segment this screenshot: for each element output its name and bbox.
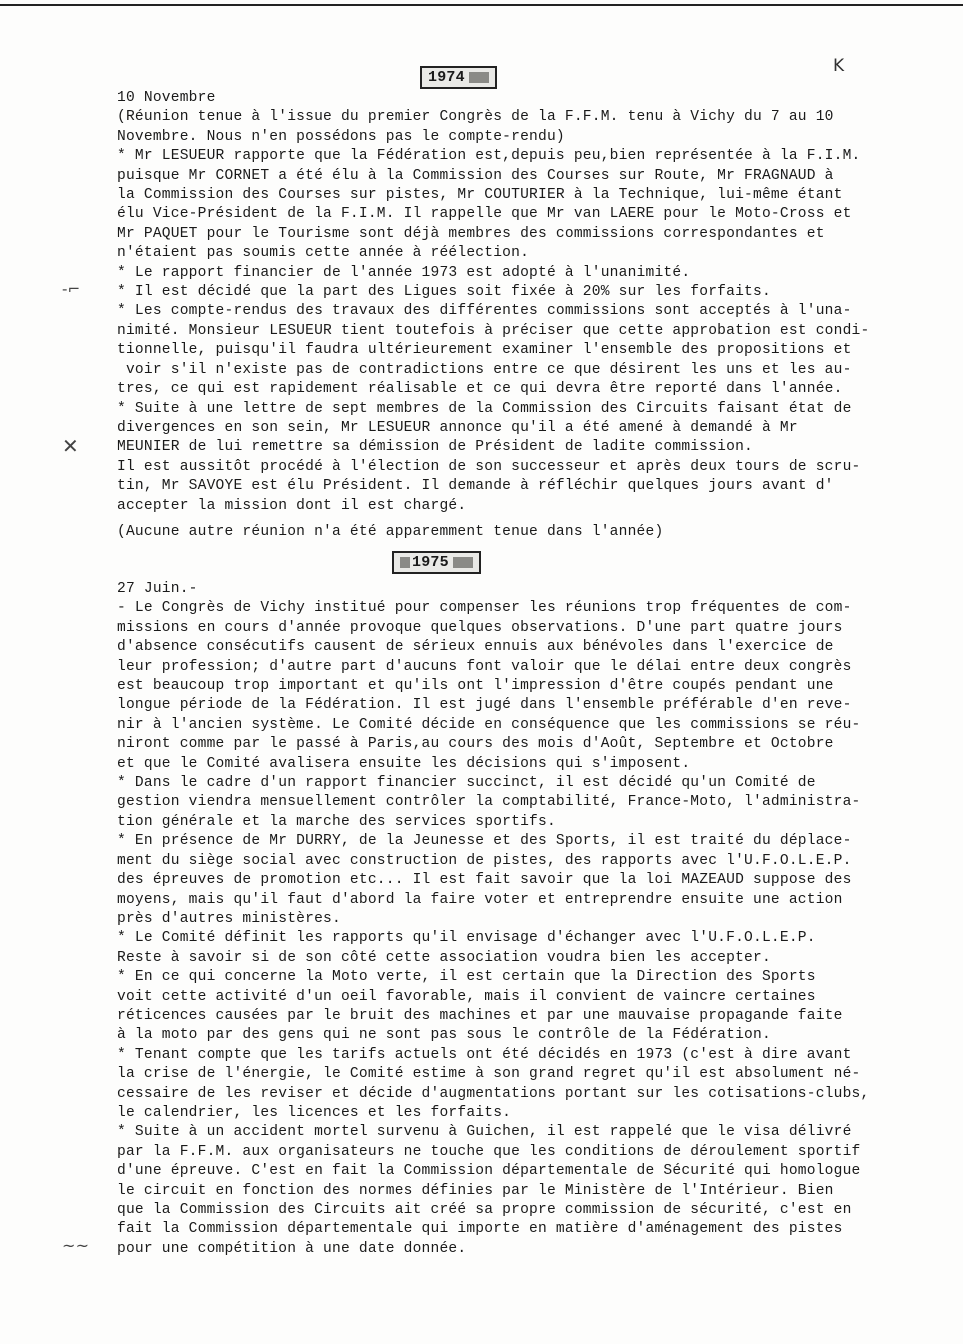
text-line: tin, Mr SAVOYE est élu Président. Il demande à réfléchir quelques jours avant d' <box>117 478 834 495</box>
section-1974-text <box>117 89 927 516</box>
text-line: niront comme par le passé à Paris,au cours des mois d'Août, Septembre et Octobre <box>117 736 834 753</box>
text-line: fait la Commission départementale qui importe en matière d'aménagement des pistes <box>117 1221 843 1238</box>
text-line: la Commission des Courses sur pistes, Mr COUTURIER à la Technique, lui-même étant <box>117 187 843 204</box>
text-line: * Suite à une lettre de sept membres de la Commission des Circuits faisant état de <box>117 400 852 417</box>
text-line: * Le rapport financier de l'année 1973 est adopté à l'unanimité. <box>117 264 691 281</box>
text-line: Reste à savoir si de son côté cette association voudra bien les accepter. <box>117 949 771 966</box>
text-line: * Suite à un accident mortel survenu à Guichen, il est rappelé que le visa délivré <box>117 1124 852 1141</box>
text-line: * Dans le cadre d'un rapport financier succinct, il est décidé qu'un Comité de <box>117 775 816 792</box>
text-line: près d'autres ministères. <box>117 910 341 927</box>
text-line: des épreuves de promotion etc... Il est fait savoir que la loi MAZEAUD suppose des <box>117 872 852 889</box>
text-line: (Réunion tenue à l'issue du premier Congrès de la F.F.M. tenu à Vichy du 7 au 10 <box>117 109 834 126</box>
smudge-mark <box>453 557 473 568</box>
text-line: * Il est décidé que la part des Ligues soit fixée à 20% sur les forfaits. <box>117 284 771 301</box>
text-line: tion générale et la marche des services sportifs. <box>117 813 556 830</box>
text-line: voit cette activité d'un oeil favorable, mais il convient de vaincre certaines <box>117 988 816 1005</box>
year-heading-1974 <box>420 66 497 89</box>
margin-mark-cross: ✕ <box>62 434 79 458</box>
text-line: et que le Comité avalisera ensuite les décisions qui s'imposent. <box>117 755 691 772</box>
text-line: le calendrier, les licences et les forfaits. <box>117 1104 512 1121</box>
text-line: * En présence de Mr DURRY, de la Jeunesse et des Sports, il est traité du déplace- <box>117 833 852 850</box>
text-line: moyens, mais qu'il faut d'abord la faire voter et entreprendre ensuite une action <box>117 891 843 908</box>
text-line: d'une épreuve. C'est en fait la Commission départementale de Sécurité qui homologue <box>117 1163 861 1180</box>
text-line: * Le Comité définit les rapports qu'il envisage d'échanger avec l'U.F.O.L.E.P. <box>117 930 816 947</box>
top-rule <box>0 4 963 6</box>
text-line: Il est aussitôt procédé à l'élection de son successeur et après deux tours de scru- <box>117 458 861 475</box>
text-line: divergences en son sein, Mr LESUEUR annonce qu'il a été amené à demandé à Mr <box>117 419 798 436</box>
text-line: 10 Novembre <box>117 90 216 106</box>
text-line: voir s'il n'existe pas de contradictions entre ce que désirent les uns et les au- <box>117 361 852 378</box>
text-line: Novembre. Nous n'en possédons pas le compte-rendu) <box>117 128 565 145</box>
smudge-mark <box>400 557 410 568</box>
text-line: puisque Mr CORNET a été élu à la Commission des Courses sur Route, Mr FRAGNAUD à <box>117 167 834 184</box>
text-line: accepter la mission dont il est chargé. <box>117 497 467 514</box>
text-line: ment du siège social avec construction de pistes, des rapports avec l'U.F.O.L.E.P. <box>117 852 852 869</box>
text-line: à la moto par des gens qui ne sont pas sous le contrôle de la Fédération. <box>117 1027 771 1044</box>
text-line: que la Commission des Circuits ait créé sa propre commission de sécurité, c'est en <box>117 1202 852 1218</box>
text-line: est beaucoup trop important et qu'ils ont l'impression d'être coupés pendant une <box>117 678 834 695</box>
text-line: missions en cours d'année provoque quelques observations. D'une part quatre jours <box>117 619 843 636</box>
text-line: tres, ce qui est rapidement réalisable et ce qui devra être reporté dans l'année. <box>117 381 843 398</box>
smudge-mark <box>469 72 489 83</box>
text-line: * Mr LESUEUR rapporte que la Fédération est,depuis peu,bien représentée à la F.I.M. <box>117 148 861 165</box>
text-line: * En ce qui concerne la Moto verte, il est certain que la Direction des Sports <box>117 969 816 986</box>
text-line: cessaire de les reviser et décide d'augmentations portant sur les cotisations-clubs, <box>117 1085 870 1102</box>
text-line: la crise de l'énergie, le Comité estime à son grand regret qu'il est absolument né- <box>117 1066 861 1083</box>
text-line: élu Vice-Président de la F.I.M. Il rappelle que Mr van LAERE pour le Moto-Cross et <box>117 206 852 223</box>
text-line: le circuit en fonction des normes définies par le Ministère de l'Intérieur. Bien <box>117 1182 834 1199</box>
year-1974-label: 1974 <box>428 69 465 86</box>
text-line: - Le Congrès de Vichy institué pour compenser les réunions trop fréquentes de com- <box>117 600 852 617</box>
text-line: MEUNIER de lui remettre sa démission de Président de ladite commission. <box>117 439 753 456</box>
text-line: leur profession; d'autre part d'aucuns font valoir que le délai entre deux congrès <box>117 658 852 675</box>
text-line: nir à l'ancien système. Le Comité décide en conséquence que les commissions se réu- <box>117 716 861 733</box>
text-line: tionnelle, puisqu'il faudra ultérieurement examiner l'ensemble des propositions et <box>117 342 852 359</box>
section-1975-text <box>117 580 927 1259</box>
text-line: * Les compte-rendus des travaux des différentes commissions sont acceptés à l'una- <box>117 303 852 320</box>
text-line: gestion viendra mensuellement contrôler la comptabilité, France-Moto, l'administra- <box>117 794 861 811</box>
text-line: 27 Juin.- <box>117 581 198 597</box>
margin-mark-tilde: ~~ <box>62 1236 90 1255</box>
corner-mark: K <box>833 56 845 76</box>
text-line: d'absence consécutifs causent de sérieux ennuis aux bénévoles dans l'exercice de <box>117 639 834 656</box>
text-line: * Tenant compte que les tarifs actuels ont été décidés en 1973 (c'est à dire avant <box>117 1046 852 1063</box>
text-line: par la F.F.M. aux organisateurs ne touche que les conditions de déroulement sportif <box>117 1143 861 1160</box>
year-1975-label: 1975 <box>412 554 449 571</box>
text-line: pour une compétition à une date donnée. <box>117 1240 467 1257</box>
margin-mark-dash: -⌐ <box>62 280 81 298</box>
text-line: nimité. Monsieur LESUEUR tient toutefois à préciser que cette approbation est condi- <box>117 322 870 339</box>
text-line: réticences causées par le bruit des machines et par une mauvaise propagande faite <box>117 1007 843 1024</box>
section-1974-note <box>117 523 927 542</box>
year-heading-1975 <box>392 551 481 574</box>
text-line: n'étaient pas soumis cette année à réélection. <box>117 245 530 262</box>
text-line: longue période de la Fédération. Il est jugé dans l'ensemble préférable d'en reve- <box>117 697 852 714</box>
text-line: Mr PAQUET pour le Tourisme sont déjà membres des commissions correspondantes et <box>117 225 825 242</box>
note-line: (Aucune autre réunion n'a été apparemment tenue dans l'année) <box>117 524 664 540</box>
